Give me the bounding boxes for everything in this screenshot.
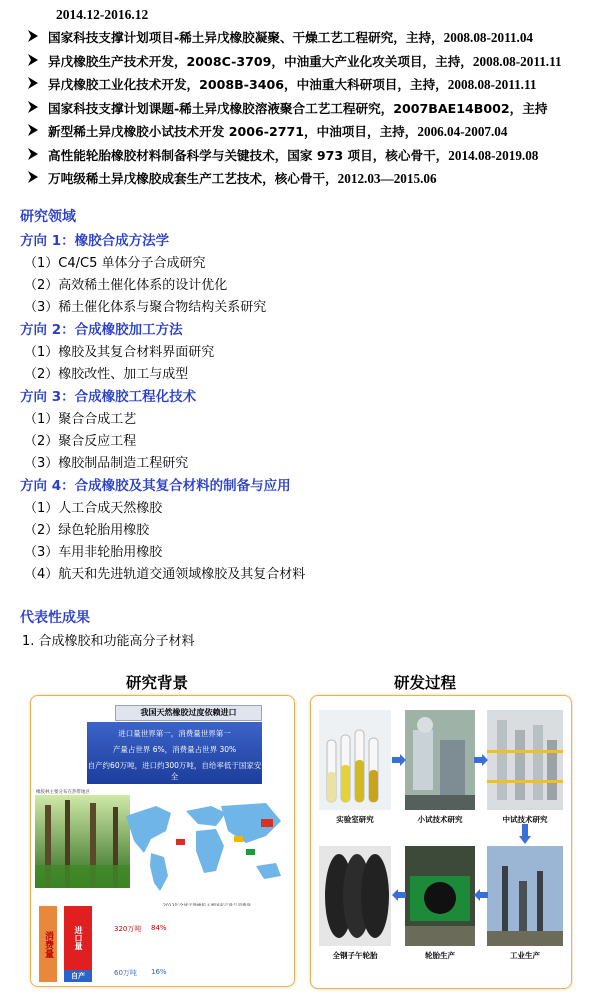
step-caption: 全钢子午轮胎 (332, 951, 378, 960)
tire-photo (319, 846, 391, 946)
arrow-bullet-icon (28, 148, 38, 160)
step-caption: 工业生产 (510, 951, 540, 960)
direction-3-item: （2）聚合反应工程 (24, 434, 137, 449)
project-item: 新型稀土异戊橡胶小试技术开发 2006-2771，中油项目，主持，2006.04-2007.04 (28, 121, 598, 145)
direction-1-item: （3）稀土催化体系与聚合物结构关系研究 (24, 300, 267, 315)
industrial-plant-photo (487, 846, 563, 946)
arrow-bullet-icon (28, 101, 38, 113)
results-title: 代表性成果 (20, 610, 90, 626)
arrow-right-icon (474, 754, 488, 766)
direction-3-item: （3）橡胶制品制造工程研究 (24, 456, 189, 471)
fact-line: 产量占世界 6%，消费量占世界 30% (112, 745, 237, 754)
pilot-plant-photo (487, 710, 563, 810)
project-item: 国家科技支撑计划项目-稀土异戊橡胶凝聚、干燥工艺工程研究，主持，2008.08-2011.04 (28, 27, 598, 51)
world-map-image (116, 791, 286, 901)
arrow-bullet-icon (28, 77, 38, 89)
fact-line: 自产约60万吨，进口约300万吨，自给率低于国家安全 (87, 761, 262, 781)
pilot-small-photo (405, 710, 475, 810)
tire-production-photo (405, 846, 475, 946)
import-chart (39, 906, 287, 982)
import-pct: 84% (151, 924, 167, 932)
arrow-right-icon (392, 754, 406, 766)
results-figure (28, 665, 593, 990)
domestic-pct: 16% (151, 968, 167, 976)
arrow-bullet-icon (28, 30, 38, 42)
direction-2-item: （1）橡胶及其复合材料界面研究 (24, 345, 215, 360)
direction-4-item: （3）车用非轮胎用橡胶 (24, 545, 163, 560)
date-range: 2014.12-2016.12 (56, 7, 149, 22)
domestic-amount: 60万吨 (114, 969, 137, 977)
project-item: 高性能轮胎橡胶材料制备科学与关键技术，国家 973 项目，核心骨干，2014.08-2019.08 (28, 145, 598, 169)
direction-1-item: （1）C4/C5 单体分子合成研究 (24, 256, 206, 271)
project-list (28, 27, 598, 192)
direction-4-item: （1）人工合成天然橡胶 (24, 501, 163, 516)
forest-note: 橡胶林主要分布在热带地区 (36, 790, 90, 795)
results-item: 1. 合成橡胶和功能高分子材料 (22, 634, 195, 649)
import-amount: 320万吨 (114, 925, 142, 933)
arrow-bullet-icon (28, 124, 38, 136)
process-title: 研发过程 (394, 674, 457, 692)
consumption-label: 消费量 (39, 906, 57, 982)
direction-2-item: （2）橡胶改性、加工与成型 (24, 367, 189, 382)
project-item: 异戊橡胶工业化技术开发，2008B-3406，中油重大科研项目，主持，2008.08-2011.11 (28, 74, 598, 98)
process-panel (310, 695, 572, 989)
fact-line: 进口量世界第一，消费量世界第一 (118, 729, 231, 738)
background-panel (30, 695, 295, 987)
direction-1-item: （2）高效稀土催化体系的设计优化 (24, 278, 228, 293)
background-title: 研究背景 (126, 674, 189, 692)
arrow-bullet-icon (28, 54, 38, 66)
step-caption: 实验室研究 (336, 815, 374, 824)
direction-4-item: （4）航天和先进轨道交通领域橡胶及其复合材料 (24, 567, 306, 582)
direction-2-title: 方向 2：合成橡胶加工方法 (20, 322, 183, 338)
domestic-bar: 自产 (64, 970, 92, 982)
import-bar: 进口量 (64, 906, 92, 970)
arrow-left-icon (474, 889, 488, 901)
project-item: 异戊橡胶生产技术开发，2008C-3709，中油重大产业化攻关项目，主持，2008.08-2011.11 (28, 51, 598, 75)
arrow-left-icon (392, 889, 406, 901)
arrow-bullet-icon (28, 171, 38, 183)
direction-3-item: （1）聚合合成工艺 (24, 412, 137, 427)
direction-4-item: （2）绿色轮胎用橡胶 (24, 523, 150, 538)
facts-box (87, 722, 262, 784)
project-item: 国家科技支撑计划课题-稀土异戊橡胶溶液聚合工艺工程研究，2007BAE14B002，主持 (28, 98, 598, 122)
project-item: 万吨级稀土异戊橡胶成套生产工艺技术，核心骨干，2012.03—2015.06 (28, 168, 598, 192)
direction-1-title: 方向 1：橡胶合成方法学 (20, 233, 170, 249)
lab-research-photo (319, 710, 391, 810)
direction-4-title: 方向 4：合成橡胶及其复合材料的制备与应用 (20, 478, 291, 494)
step-caption: 中试技术研究 (502, 815, 548, 824)
direction-3-title: 方向 3：合成橡胶工程化技术 (20, 389, 197, 405)
step-caption: 轮胎生产 (425, 951, 455, 960)
import-banner: 我国天然橡胶过度依赖进口 (115, 705, 262, 721)
step-caption: 小试技术研究 (417, 815, 463, 824)
arrow-down-icon (519, 824, 531, 844)
research-title: 研究领域 (20, 209, 76, 225)
